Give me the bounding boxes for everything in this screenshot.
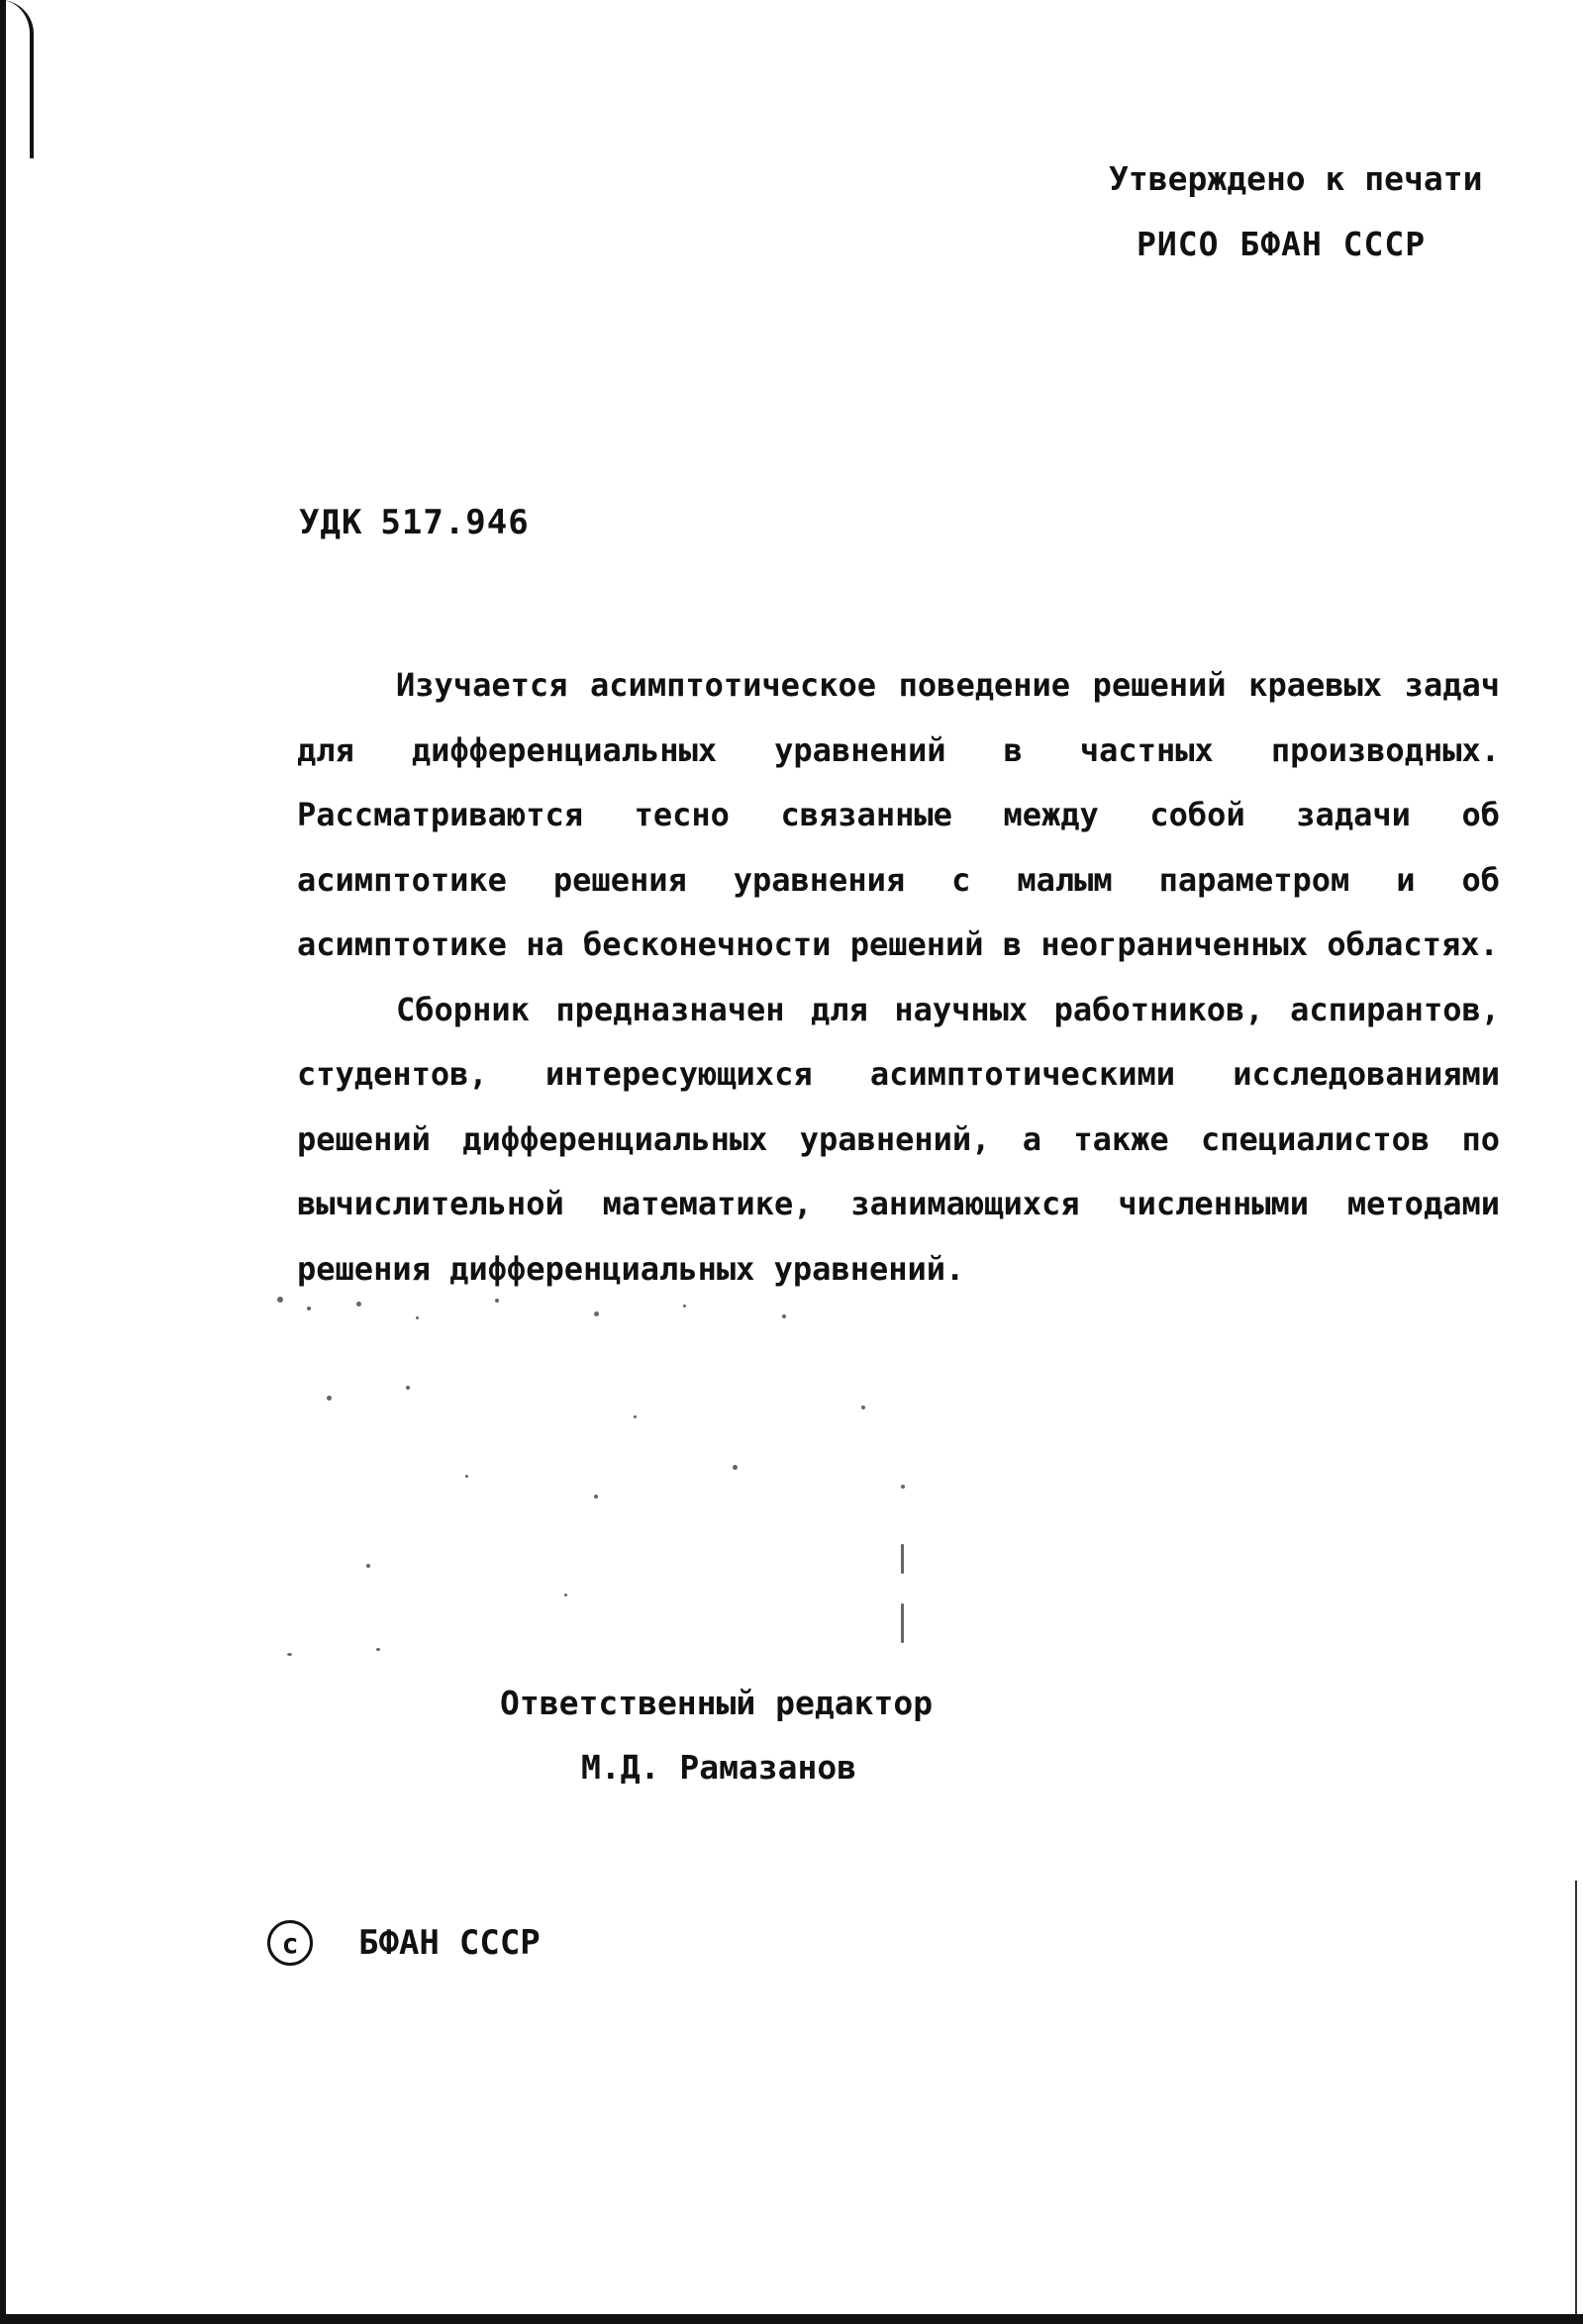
udk-number: 517.946	[380, 503, 530, 542]
approval-stamp-text	[1109, 146, 1544, 277]
copyright-icon: c	[267, 1920, 313, 1966]
copyright-org-2: СССР	[458, 1923, 541, 1963]
scan-edge-curl	[0, 0, 34, 158]
editor-name: М.Д. Рамазанов	[581, 1748, 857, 1787]
editor-block	[500, 1671, 933, 1799]
scan-noise	[267, 1287, 921, 1663]
udk-label: УДК	[299, 503, 363, 542]
approval-line-2: РИСО БФАН СССР	[1137, 225, 1427, 263]
copyright-org	[358, 1923, 541, 1963]
approval-line-1: Утверждено к печати	[1109, 159, 1483, 198]
copyright-org-1: БФАН	[358, 1923, 440, 1963]
editor-role: Ответственный редактор	[500, 1684, 934, 1722]
abstract-paragraph-1: Изучается асимптотическое поведение решений краевых задач для дифференциальных уравнений в частных производных. Рассматриваются тесно связанные между собой задачи об асимптотике решения уравнения с малым параметром и об асимптотике на бесконечности решений в неограниченных областях.	[297, 666, 1500, 963]
scan-edge-left	[0, 0, 6, 2324]
abstract-paragraph-2: Сборник предназначен для научных работников, аспирантов, студентов, интересующихся асимптотическими исследованиями решений дифференциальных уравнений, а также специалистов по вычислительной математике, занимающихся численными методами решения дифференциальных уравнений.	[297, 990, 1500, 1288]
abstract	[297, 653, 1500, 1302]
scan-edge-right	[1575, 1881, 1577, 2316]
copyright-line	[267, 1920, 541, 1966]
scan-edge-bottom	[0, 2314, 1583, 2324]
udk-code	[299, 503, 530, 542]
